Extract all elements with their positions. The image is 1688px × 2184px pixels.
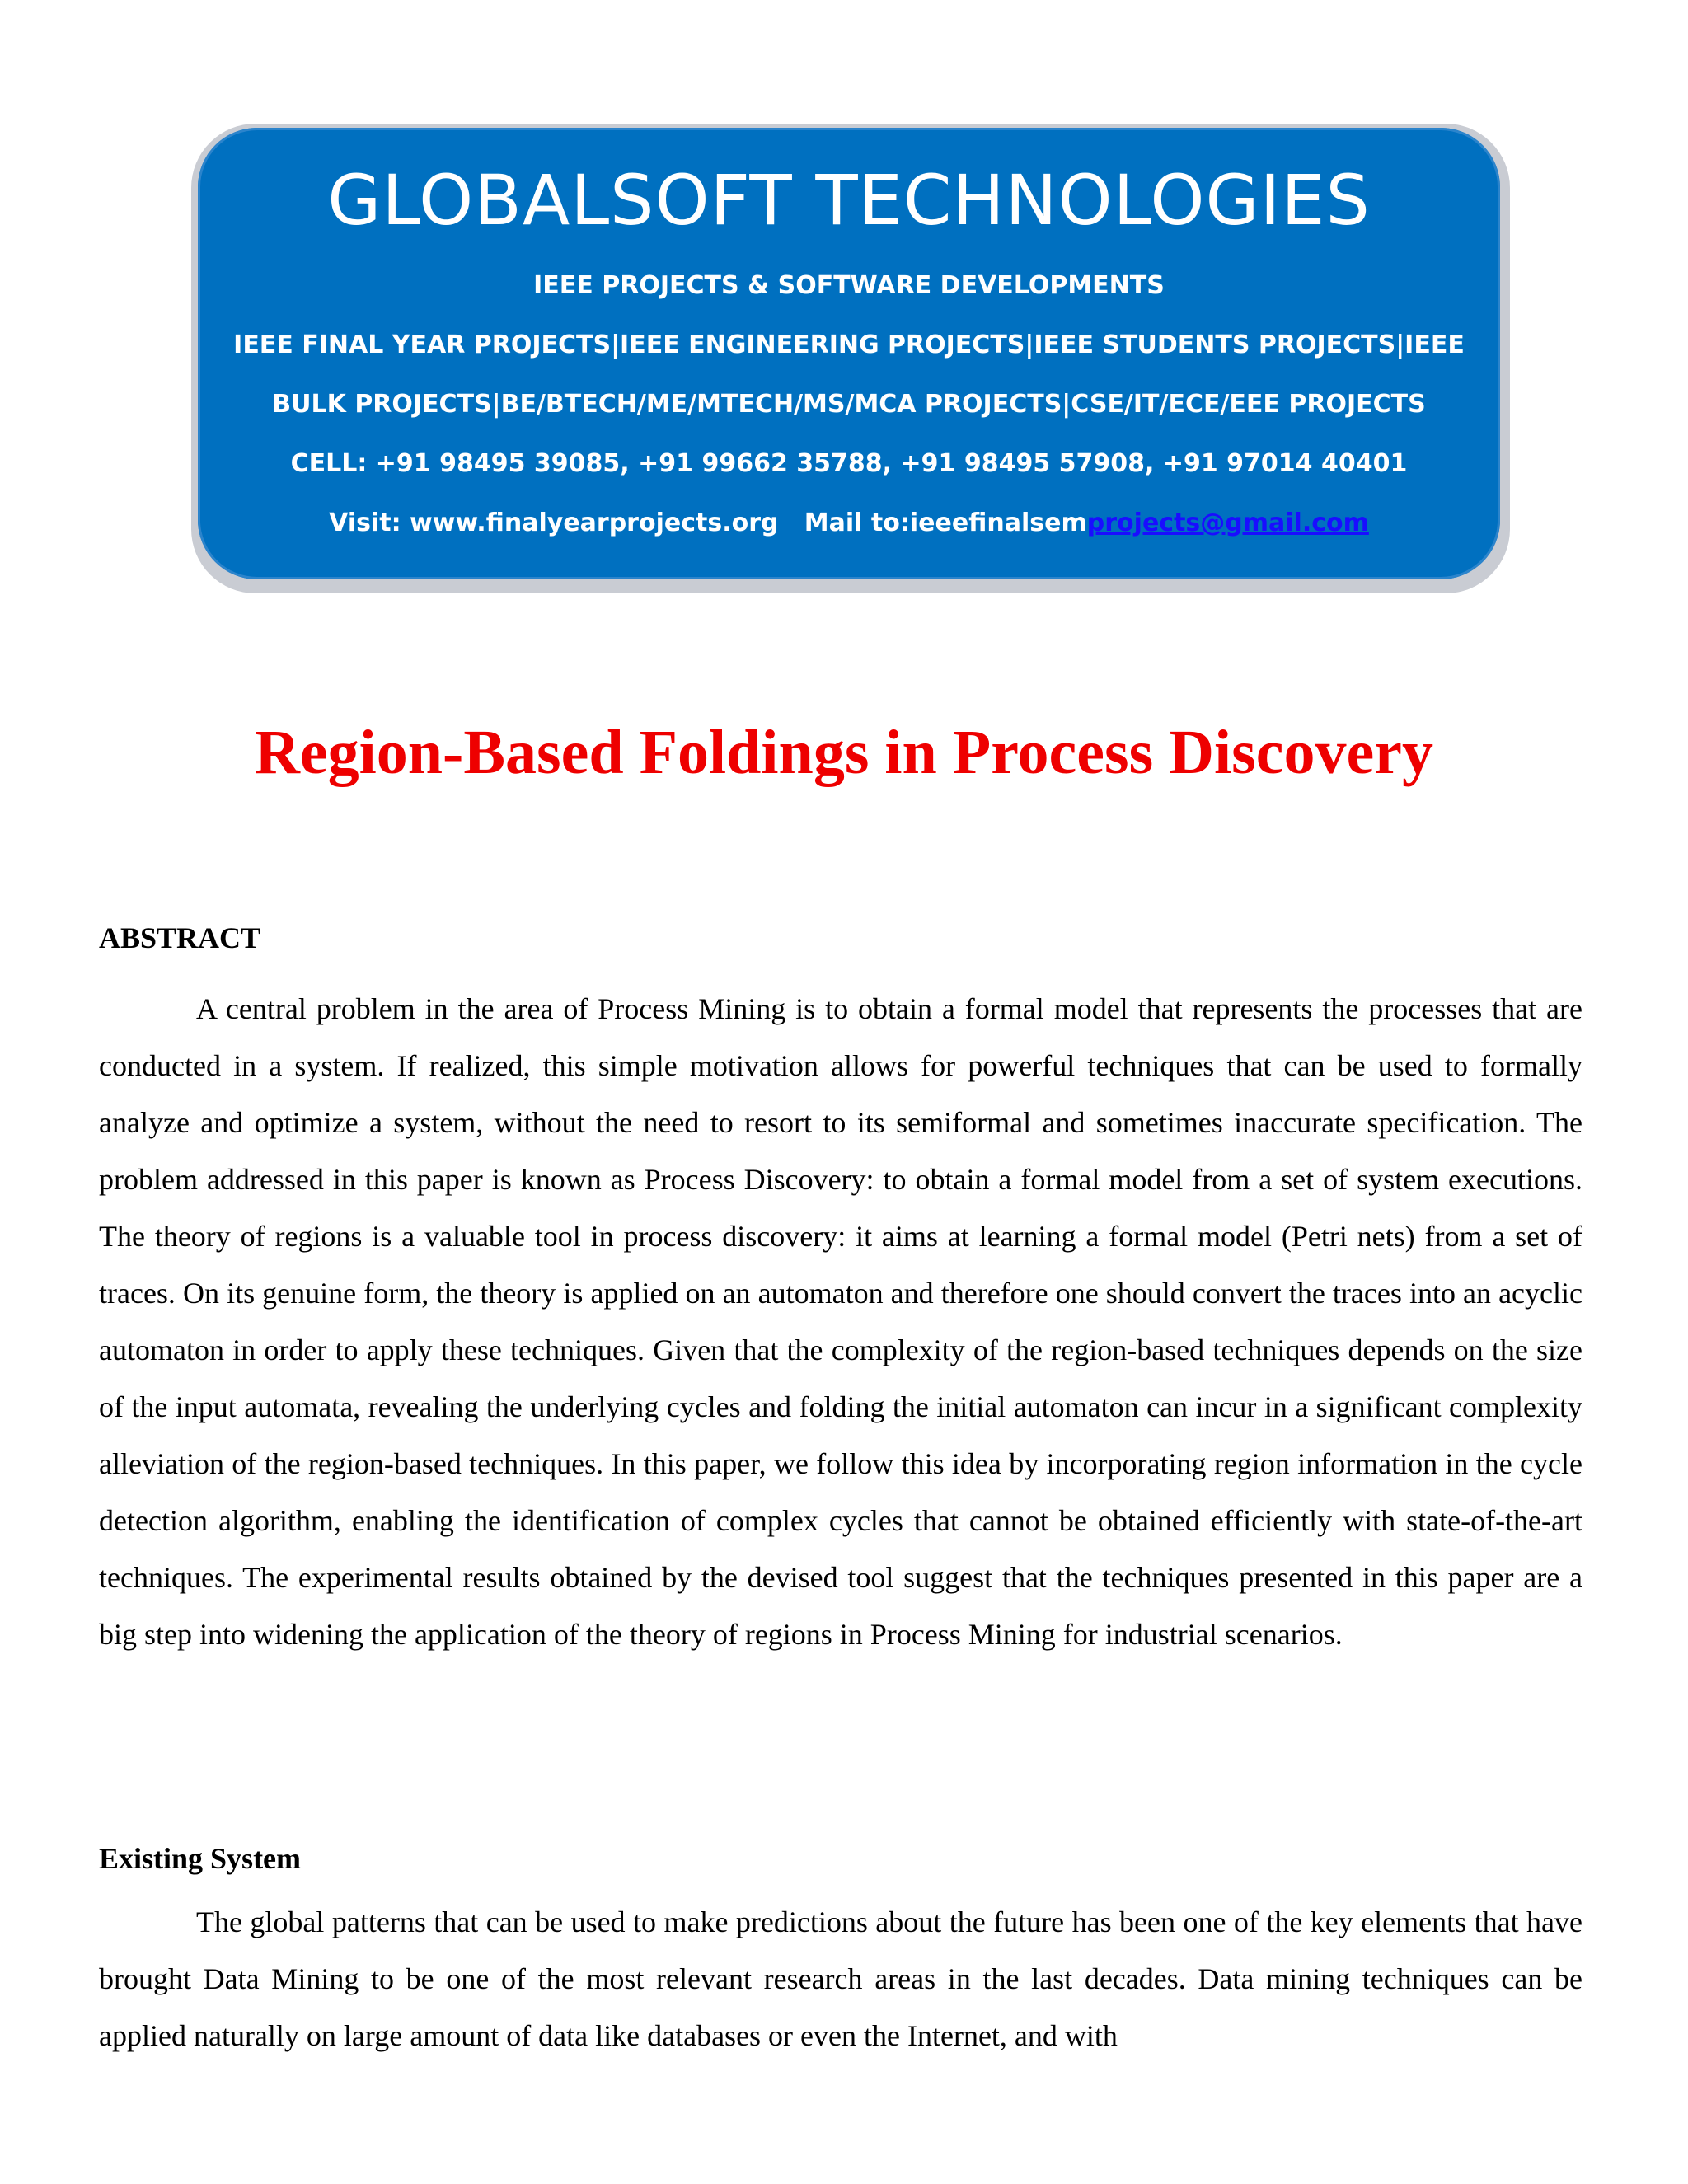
banner-contact-line [198, 507, 1500, 540]
abstract-heading: ABSTRACT [99, 921, 261, 954]
company-name: GLOBALSOFT TECHNOLOGIES [327, 160, 1371, 241]
company-banner [198, 128, 1500, 579]
banner-projects-line-1: IEEE FINAL YEAR PROJECTS|IEEE ENGINEERING PROJECTS|IEEE STUDENTS PROJECTS|IEEE [233, 330, 1465, 359]
existing-system-heading: Existing System [99, 1842, 302, 1875]
banner-phone-numbers: CELL: +91 98495 39085, +91 99662 35788, +91 98495 57908, +91 97014 40401 [290, 449, 1408, 478]
abstract-paragraph: A central problem in the area of Process Mining is to obtain a formal model that represents the processes that are conducted in a system. If realized, this simple motivation allows for powerful techniques that can be used to formally analyze and optimize a system, without the need to resort to its semiformal and sometimes inaccurate specification. The problem addressed in this paper is known as Process Discovery: to obtain a formal model from a set of system executions. The theory of regions is a valuable tool in process discovery: it aims at learning a formal model (Petri nets) from a set of traces. On its genuine form, the theory is applied on an automaton and therefore one should convert the traces into an acyclic automaton in order to apply these techniques. Given that the complexity of the region-based techniques depends on the size of the input automata, revealing the underlying cycles and folding the initial automaton can incur in a significant complexity alleviation of the region-based techniques. In this paper, we follow this idea by incorporating region information in the cycle detection algorithm, enabling the identification of complex cycles that cannot be obtained efficiently with state-of-the-art techniques. The experimental results obtained by the devised tool suggest that the techniques presented in this paper are a big step into widening the application of the theory of regions in Process Mining for industrial scenarios. [99, 992, 1582, 1651]
banner-tagline: IEEE PROJECTS & SOFTWARE DEVELOPMENTS [533, 271, 1165, 300]
banner-projects-line-2: BULK PROJECTS|BE/BTECH/ME/MTECH/MS/MCA PROJECTS|CSE/IT/ECE/EEE PROJECTS [272, 390, 1426, 419]
document-title: Region-Based Foldings in Process Discovery [255, 718, 1433, 787]
existing-system-paragraph: The global patterns that can be used to make predictions about the future has been one of the key elements that have brought Data Mining to be one of the most relevant research areas in the last decades. Data mining techniques can be applied naturally on large amount of data like databases or even the Internet, and with [99, 1905, 1582, 2052]
visit-and-mail-text: Visit: www.finalyearprojects.org Mail to:ieeefinalsem [329, 509, 1087, 537]
email-link[interactable]: projects@gmail.com [1086, 509, 1369, 537]
